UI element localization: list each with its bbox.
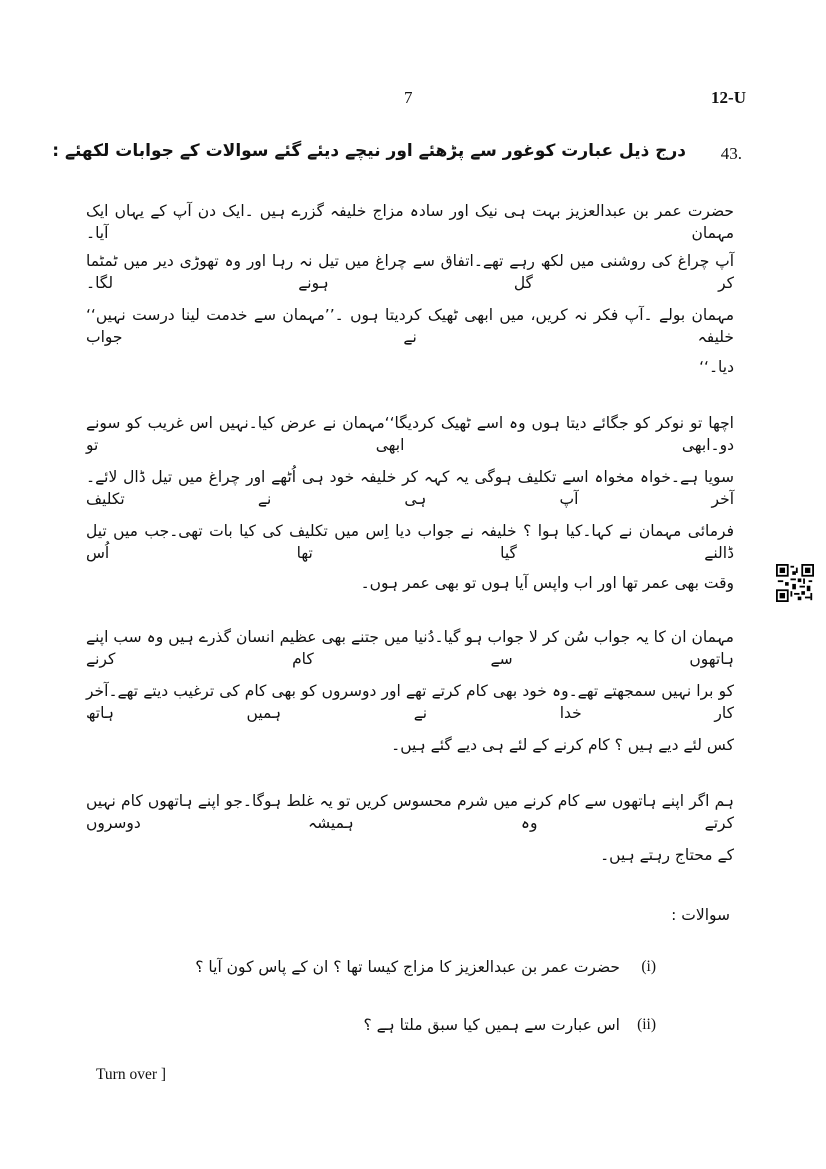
sub-question-number: (i) bbox=[641, 958, 656, 975]
sub-question-text: حضرت عمر بن عبدالعزیز کا مزاج کیسا تھا ؟ ان کے پاس کون آیا ؟ bbox=[195, 958, 620, 976]
page-number: 7 bbox=[404, 88, 413, 107]
turn-over-label: Turn over ] bbox=[96, 1066, 167, 1083]
sub-question-text: اس عبارت سے ہمیں کیا سبق ملتا ہے ؟ bbox=[363, 1016, 620, 1034]
qr-code-graphic bbox=[776, 564, 814, 602]
passage-line: کس لئے دیے ہیں ؟ کام کرنے کے لئے ہی دیے گئے ہیں۔ bbox=[391, 736, 734, 754]
passage-line: مہمان بولے ۔آپ فکر نہ کریں، میں ابھی ٹھیک کردیتا ہوں ۔’’مہمان سے خدمت لینا درست نہیں‘‘ خلیفہ نے جواب bbox=[86, 306, 734, 346]
passage-line: کو برا نہیں سمجھتے تھے۔وہ خود بھی کام کرتے تھے اور دوسروں کو بھی کام کی ترغیب دیتے تھے۔آخر کار خدا نے ہمیں ہاتھ bbox=[86, 682, 734, 722]
question-number: 43. bbox=[720, 144, 742, 163]
passage-line: فرمائی مہمان نے کہا۔کیا ہوا ؟ خلیفہ نے جواب دیا اِس میں تکلیف کی کیا بات تھی۔جب میں تیل ڈالنے گیا تھا اُس bbox=[86, 522, 734, 562]
question-instruction: درج ذیل عبارت کوغور سے پڑھئے اور نیچے دیئے گئے سوالات کے جوابات لکھئے : bbox=[52, 141, 686, 161]
paper-code: 12-U bbox=[711, 88, 746, 107]
passage-line: کے محتاج رہتے ہیں۔ bbox=[600, 846, 734, 864]
passage-line: مہمان ان کا یہ جواب سُن کر لا جواب ہو گیا۔دُنیا میں جتنے بھی عظیم انسان گذرے ہیں وہ سب اپنے ہاتھوں سے کام کرنے bbox=[86, 628, 734, 668]
qr-code-icon bbox=[776, 564, 814, 602]
passage-line: حضرت عمر بن عبدالعزیز بہت ہی نیک اور سادہ مزاج خلیفہ گزرے ہیں ۔ایک دن آپ کے یہاں ایک مہمان آیا۔ bbox=[86, 202, 734, 242]
passage-line: ہم اگر اپنے ہاتھوں سے کام کرنے میں شرم محسوس کریں تو یہ غلط ہوگا۔جو اپنے ہاتھوں کام نہیں کرتے وہ ہمیشہ دوسروں bbox=[86, 792, 734, 832]
sub-question-number: (ii) bbox=[637, 1016, 656, 1033]
passage-line: آپ چراغ کی روشنی میں لکھ رہے تھے۔اتفاق سے چراغ میں تیل نہ رہا اور وہ تھوڑی دیر میں ٹمٹما کر گل ہونے لگا۔ bbox=[86, 252, 734, 292]
passage-line: سویا ہے۔خواہ مخواہ اسے تکلیف ہوگی یہ کہہ کر خلیفہ خود ہی اُٹھے اور چراغ میں تیل ڈال لائے۔آخر آپ ہی نے تکلیف bbox=[86, 468, 734, 508]
passage-line: دیا۔‘‘ bbox=[699, 358, 734, 376]
passage-line: وقت بھی عمر تھا اور اب واپس آیا ہوں تو بھی عمر ہوں۔ bbox=[360, 574, 734, 592]
passage-line: اچھا تو نوکر کو جگائے دیتا ہوں وہ اسے ٹھیک کردیگا‘‘مہمان نے عرض کیا۔نہیں اس غریب کو سونے دو۔ابھی ابھی تو bbox=[86, 414, 734, 454]
questions-heading: سوالات : bbox=[671, 906, 730, 924]
